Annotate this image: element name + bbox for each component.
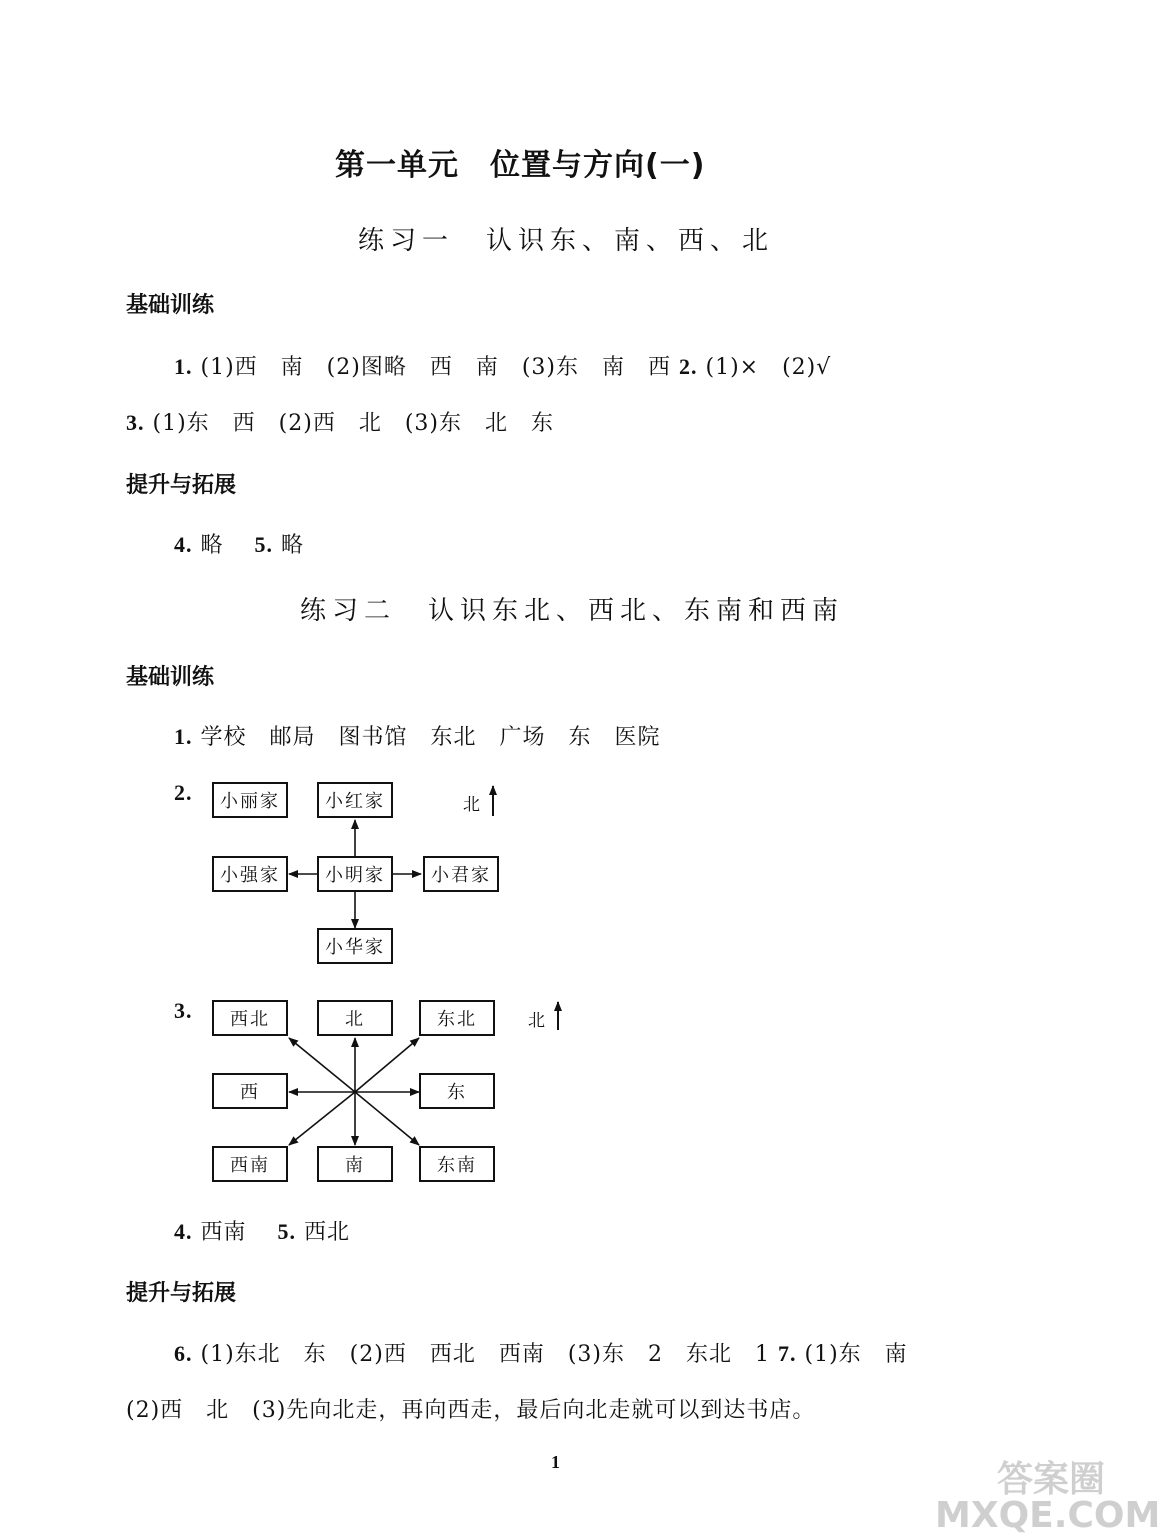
box-xiaoqiang: 小强家	[212, 856, 288, 892]
e2-q7-answer-a: (1)东 南	[804, 1342, 908, 1367]
q4-answer: 略	[200, 533, 224, 558]
e2-q4-number: 4.	[174, 1219, 193, 1244]
q1-answer: (1)西 南 (2)图略 西 南 (3)东 南 西	[200, 355, 671, 380]
q5-answer: 略	[281, 533, 305, 558]
e2-q6-answer: (1)东北 东 (2)西 西北 西南 (3)东 2 东北 1	[200, 1342, 770, 1367]
page-number: 1	[551, 1452, 560, 1472]
exercise2-basic-heading: 基础训练	[126, 665, 215, 690]
exercise2-title: 练习二 认识东北、西北、东南和西南	[300, 596, 845, 626]
box-xiaoli: 小丽家	[212, 782, 288, 818]
exercise2-answer-line7	[126, 1393, 815, 1424]
e2-q1-number: 1.	[174, 724, 193, 749]
exercise1-ext-heading: 提升与拓展	[126, 473, 237, 498]
e2-q3-number	[174, 998, 193, 1024]
box-west: 西	[212, 1073, 288, 1109]
box-northeast: 东北	[419, 1000, 495, 1036]
arrow-sw	[289, 1092, 355, 1145]
box-xiaojun: 小君家	[423, 856, 499, 892]
q2-number: 2.	[679, 354, 698, 379]
exercise1-title: 练习一 认识东、南、西、北	[358, 226, 775, 256]
box-southeast: 东南	[419, 1146, 495, 1182]
unit-title: 第一单元 位置与方向(一)	[335, 148, 706, 183]
exercise2-answer-line4	[174, 1215, 350, 1246]
e2-q7-number: 7.	[778, 1341, 797, 1366]
e2-q5-answer: 西北	[304, 1220, 351, 1245]
box-east: 东	[419, 1073, 495, 1109]
e2-q4-answer: 西南	[200, 1220, 247, 1245]
q2-answer: (1)× (2)√	[705, 355, 832, 380]
box-xiaohua: 小华家	[317, 928, 393, 964]
box-south: 南	[317, 1146, 393, 1182]
box-southwest: 西南	[212, 1146, 288, 1182]
exercise2-ext-heading: 提升与拓展	[126, 1281, 237, 1306]
e2-q6-number: 6.	[174, 1341, 193, 1366]
arrow-ne	[355, 1038, 419, 1092]
e2-q7-answer-b: (2)西 北 (3)先向北走，再向西走，最后向北走就可以到达书店。	[126, 1398, 816, 1423]
north-label-2: 北	[463, 795, 480, 815]
box-xiaoming: 小明家	[317, 856, 393, 892]
q4-number: 4.	[174, 532, 193, 557]
box-northwest: 西北	[212, 1000, 288, 1036]
exercise1-basic-heading: 基础训练	[126, 293, 215, 318]
north-label-3: 北	[528, 1011, 545, 1031]
q5-number: 5.	[254, 532, 274, 557]
box-xiaohong: 小红家	[317, 782, 393, 818]
box-north: 北	[317, 1000, 393, 1036]
watermark-logo: 答案圈 MXQE.COM	[935, 1459, 1160, 1536]
q1-number: 1.	[174, 354, 193, 379]
exercise2-answer-line6	[174, 1337, 908, 1368]
arrow-se	[355, 1092, 419, 1145]
q3-answer: (1)东 西 (2)西 北 (3)东 北 东	[152, 411, 554, 436]
e2-q1-answer: 学校 邮局 图书馆 东北 广场 东 医院	[200, 725, 661, 750]
e2-q3-number-text: 3.	[174, 998, 193, 1023]
e2-q2-number-text: 2.	[174, 780, 193, 805]
q3-number: 3.	[126, 410, 145, 435]
arrow-nw	[289, 1038, 355, 1092]
e2-q5-number: 5.	[277, 1219, 297, 1244]
